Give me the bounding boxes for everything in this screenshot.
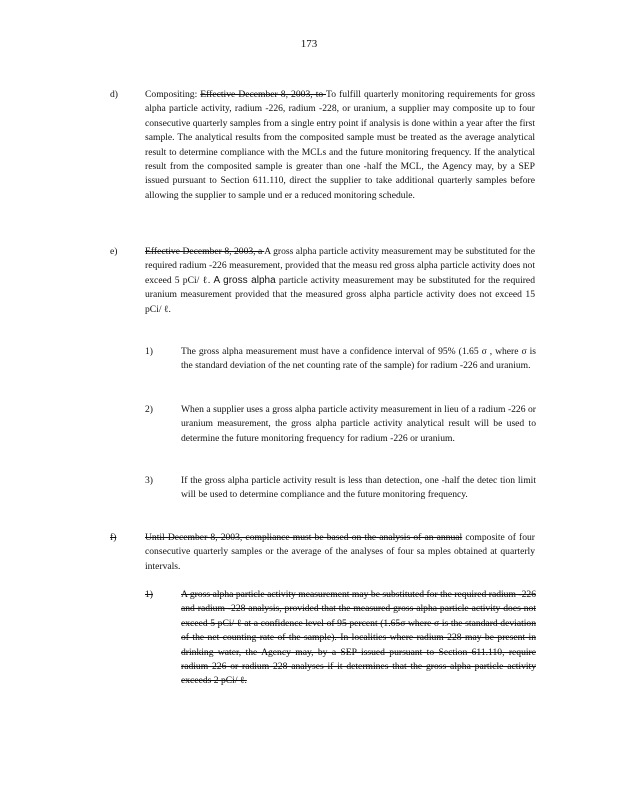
- item-d-paragraph: [145, 88, 535, 203]
- item-e-sans-text: A gross alpha: [213, 274, 276, 286]
- item-d-label: d): [110, 89, 118, 100]
- item-d-text: To fulfill quarterly monitoring requirements for gross alpha particle activity, radium -226, radium -228, or uranium, a supplier may composite up to four consecutive quarterly samples from a single entry point if analysis is done within a year after the first sample. The analytical results from the composited sample must be treated as the average analytical result to determine compliance with the MCLs and the future monitoring frequency. If the analytical result from the composited sample is greater than one -half the MCL, the Agency may, by a SEP issued pursuant to Section 611.110, direct the supplier to take additional quarterly samples before allowing the supplier to sample und er a reduced monitoring schedule.: [145, 89, 535, 201]
- page-number: 173: [300, 38, 318, 50]
- item-e1-text: The gross alpha measurement must have a confidence interval of 95% (1.65 σ , where σ is the standard deviation of the net counting rate of the sample) for radium -226 and uranium.: [181, 346, 536, 372]
- item-f-text: composite of four consecutive quarterly samples or the average of the analyses of four sa mples obtained at quarterly intervals.: [145, 532, 535, 572]
- item-e-deleted-text: Effective December 8, 2003, a: [145, 246, 265, 257]
- item-d-intro: Compositing:: [145, 89, 201, 100]
- item-e-text: A gross alpha particle activity measurement may be substituted for the required radium -226 measurement, provided that the measu red gross alpha particle activity does not exceed 5 pCi/ ℓ.: [145, 246, 535, 286]
- item-e2-text: When a supplier uses a gross alpha particle activity measurement in lieu of a radium -226 or uranium measurement, the gross alpha particle activity analytical result will be used to determine the future monitoring frequency for radium -226 or uranium.: [181, 404, 536, 444]
- item-e-paragraph: [145, 245, 535, 317]
- item-f-paragraph: [145, 531, 535, 574]
- item-f-deleted-text: Until December 8, 2003, compliance must be based on the analysis of an annual: [145, 532, 463, 543]
- item-f1-label: 1): [145, 589, 153, 600]
- item-e-label: e): [110, 246, 118, 257]
- item-f-label: f): [110, 532, 117, 543]
- item-e-text-continued: particle activity measurement may be substituted for the required uranium measurement provided that the measured gross alpha particle activity does not exceed 15 pCi/ ℓ.: [145, 274, 535, 315]
- item-f1-deleted-text: A gross alpha particle activity measurement may be substituted for the required radium -226 and radium -228 analysis, provided that the measured gross alpha particle activity does not exceed 5 pCi/ ℓ at a confidence level of 95 percent (1.65σ where σ is the standard deviation of the net counting rate of the sample). In localities where radium 228 may be present in drinking water, the Agency may, by a SEP issued pursuant to Section 611.110, require radium 226 or radium 228 analyses if it determines that the gross alpha particle activity exceeds 2 pCi/ ℓ.: [181, 589, 536, 687]
- item-e3-label: 3): [145, 475, 153, 486]
- item-e1-label: 1): [145, 346, 153, 357]
- item-e3-text: If the gross alpha particle activity result is less than detection, one -half the detec tion limit will be used to determine compliance and the future monitoring frequency.: [181, 475, 536, 501]
- item-d-deleted-text: Effective December 8, 2003, to: [200, 89, 327, 100]
- item-e2-label: 2): [145, 404, 153, 415]
